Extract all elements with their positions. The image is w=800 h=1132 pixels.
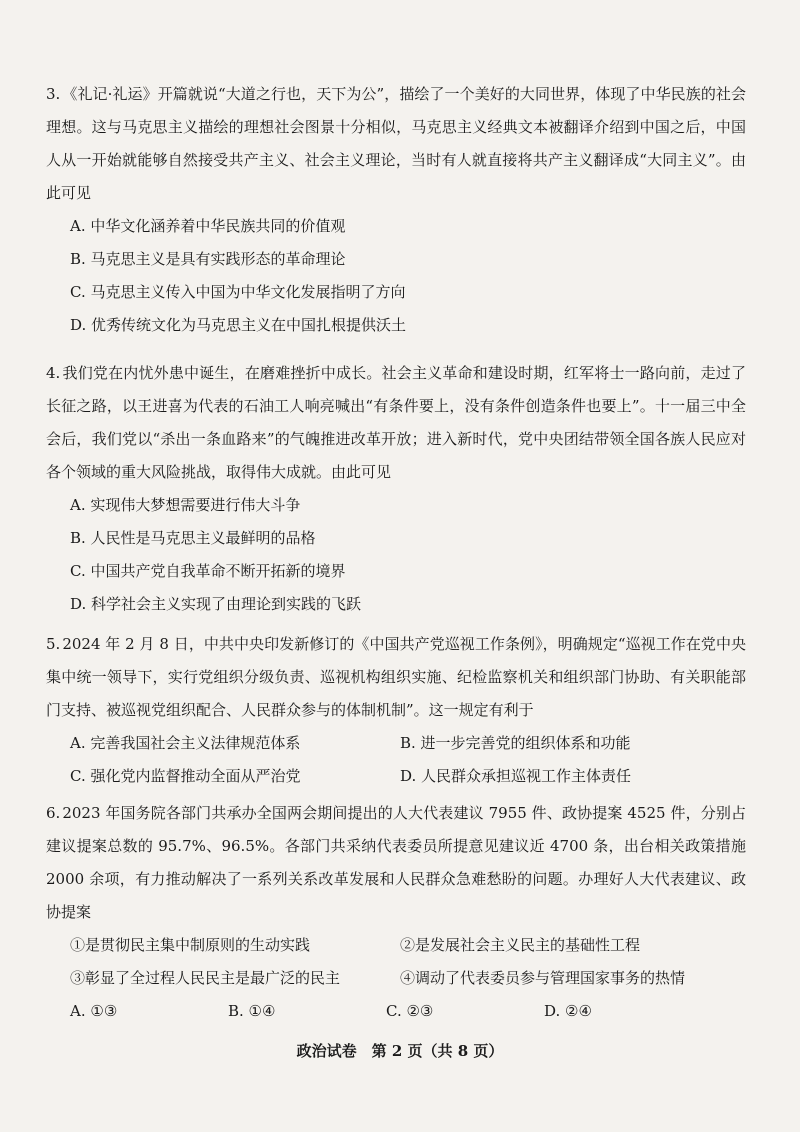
question-stem: 2023 年国务院各部门共承办全国两会期间提出的人大代表建议 7955 件、政协提案 4525 件，分别占建议提案总数的 95.7%、96.5%。各部门共采纳代表委员所提意见建议近 4700 条，出台相关政策措施 2000 余项，有力推动解决了一系列关系改革发展和人民群众急难愁盼的问题。办理好人大代表建议、政协提案 [46, 804, 746, 921]
question-number: 3. [46, 85, 61, 103]
page-footer: 政治试卷 第 2 页（共 8 页） [296, 1042, 504, 1060]
statement-1: ①是贯彻民主集中制原则的生动实践 [70, 936, 311, 954]
question-stem: 《礼记·礼运》开篇就说“大道之行也，天下为公”，描绘了一个美好的大同世界，体现了中华民族的社会理想。这与马克思主义描绘的理想社会图景十分相似，马克思主义经典文本被翻译介绍到中国之后，中国人从一开始就能够自然接受共产主义、社会主义理论，当时有人就直接将共产主义翻译成“大同主义”。由此可见 [46, 85, 746, 202]
statements-row [46, 929, 746, 962]
option-a: A. ①③ [70, 1002, 118, 1020]
option-b: B. 人民性是马克思主义最鲜明的品格 [70, 529, 316, 547]
option-d: D. 科学社会主义实现了由理论到实践的飞跃 [70, 595, 362, 613]
statement-4: ④调动了代表委员参与管理国家事务的热情 [400, 969, 686, 987]
option-a: A. 实现伟大梦想需要进行伟大斗争 [70, 496, 301, 514]
option-b: B. ①④ [228, 1002, 276, 1020]
question-number: 6. [46, 804, 61, 822]
question-number: 5. [46, 635, 61, 653]
option-c: C. 马克思主义传入中国为中华文化发展指明了方向 [70, 283, 406, 301]
statement-3: ③彰显了全过程人民民主是最广泛的民主 [70, 969, 341, 987]
statements-row [46, 962, 746, 995]
statement-2: ②是发展社会主义民主的基础性工程 [400, 936, 641, 954]
question-stem: 我们党在内忧外患中诞生，在磨难挫折中成长。社会主义革命和建设时期，红军将士一路向前，走过了长征之路，以王进喜为代表的石油工人响亮喊出“有条件要上，没有条件创造条件也要上”。十一届三中全会后，我们党以“杀出一条血路来”的气魄推进改革开放；进入新时代，党中央团结带领全国各族人民应对各个领域的重大风险挑战，取得伟大成就。由此可见 [46, 364, 746, 481]
option-c: C. ②③ [386, 1002, 434, 1020]
options-row [46, 727, 746, 760]
option-a: A. 完善我国社会主义法律规范体系 [70, 734, 301, 752]
option-b: B. 进一步完善党的组织体系和功能 [400, 734, 631, 752]
options-row [46, 760, 746, 793]
option-a: A. 中华文化涵养着中华民族共同的价值观 [70, 217, 346, 235]
question-5 [46, 628, 746, 793]
question-stem: 2024 年 2 月 8 日，中共中央印发新修订的《中国共产党巡视工作条例》，明确规定“巡视工作在党中央集中统一领导下，实行党组织分级负责、巡视机构组织实施、纪检监察机关和组织部门协助、有关职能部门支持、被巡视党组织配合、人民群众参与的体制机制”。这一规定有利于 [46, 635, 746, 719]
option-c: C. 强化党内监督推动全面从严治党 [70, 767, 301, 785]
question-4 [46, 357, 746, 621]
option-b: B. 马克思主义是具有实践形态的革命理论 [70, 250, 346, 268]
option-d: D. 优秀传统文化为马克思主义在中国扎根提供沃土 [70, 316, 407, 334]
options-row [46, 995, 746, 1028]
option-d: D. ②④ [544, 1002, 592, 1020]
option-d: D. 人民群众承担巡视工作主体责任 [400, 767, 632, 785]
question-3 [46, 78, 746, 342]
option-c: C. 中国共产党自我革命不断开拓新的境界 [70, 562, 346, 580]
question-6 [46, 797, 746, 1028]
question-number: 4. [46, 364, 61, 382]
